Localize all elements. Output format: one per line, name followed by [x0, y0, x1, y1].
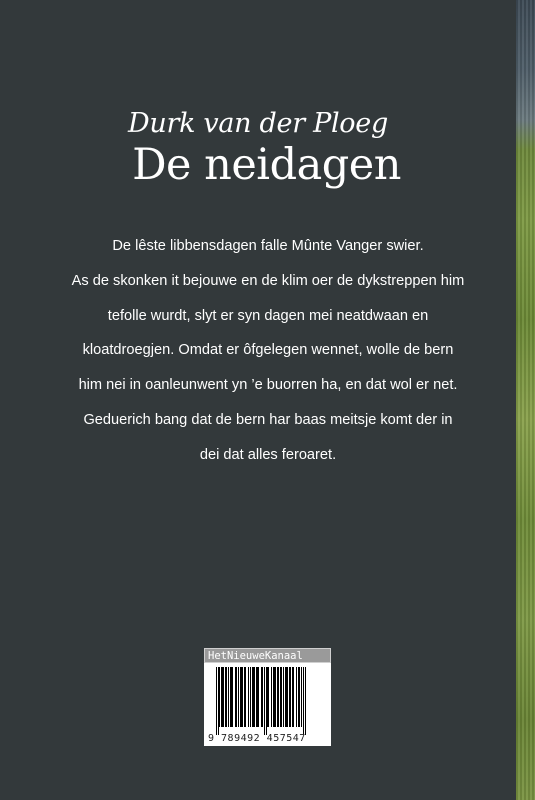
barcode-guard-bar — [218, 667, 219, 735]
barcode-bar — [250, 667, 251, 727]
barcode-bar — [277, 667, 279, 727]
barcode-bar — [283, 667, 284, 727]
blurb-line: tefolle wurdt, slyt er syn dagen mei neatdwaan en — [107, 307, 429, 324]
publisher-label: HetNieuweKanaal — [204, 648, 331, 663]
barcode-bar — [271, 667, 272, 727]
barcode-bar — [240, 667, 243, 727]
barcode-block — [204, 648, 331, 746]
book-title: De neidagen — [132, 140, 401, 190]
barcode-guard-bar — [305, 667, 306, 735]
barcode-guard-bar — [303, 667, 304, 735]
isbn-number: 9 789492 457547 — [208, 733, 306, 744]
blurb-text — [40, 229, 496, 473]
barcode-bar — [298, 667, 300, 727]
barcode-bar — [244, 667, 246, 727]
barcode-bar — [285, 667, 288, 727]
barcode — [204, 663, 331, 746]
barcode-bar — [248, 667, 249, 727]
barcode-bar — [235, 667, 237, 727]
front-cover-photo-edge — [516, 0, 535, 800]
author-name: Durk van der Ploeg — [128, 108, 388, 139]
barcode-bar — [296, 667, 297, 727]
barcode-bar — [221, 667, 224, 727]
barcode-bar — [267, 667, 269, 727]
blurb-line: Geduerich bang dat de bern har baas meitsje komt der in — [83, 411, 453, 428]
barcode-bar — [292, 667, 294, 727]
barcode-guard-bar — [264, 667, 265, 735]
barcode-bar — [228, 667, 229, 727]
barcode-guard-bar — [266, 667, 267, 735]
barcode-bar — [256, 667, 259, 727]
barcode-bar — [280, 667, 282, 727]
blurb-line: De lêste libbensdagen falle Mûnte Vanger swier. — [112, 238, 424, 254]
barcode-guard-bar — [216, 667, 217, 735]
barcode-bar — [273, 667, 276, 727]
barcode-bar — [225, 667, 227, 727]
barcode-bar — [238, 667, 239, 727]
barcode-bar — [289, 667, 291, 727]
barcode-bar — [219, 667, 220, 727]
barcode-bar — [230, 667, 233, 727]
blurb-line: dei dat alles feroaret. — [199, 446, 337, 463]
blurb-line: him nei in oanleunwent yn ’e buorren ha, en dat wol er net. — [78, 377, 458, 394]
blurb-line: kloatdroegjen. Omdat er ôfgelegen wennet, wolle de bern — [82, 342, 454, 359]
blurb-line: As de skonken it bejouwe en de klim oer de dykstreppen him — [71, 272, 465, 289]
barcode-bar — [252, 667, 255, 727]
barcode-bar — [261, 667, 263, 727]
barcode-bar — [301, 667, 302, 727]
